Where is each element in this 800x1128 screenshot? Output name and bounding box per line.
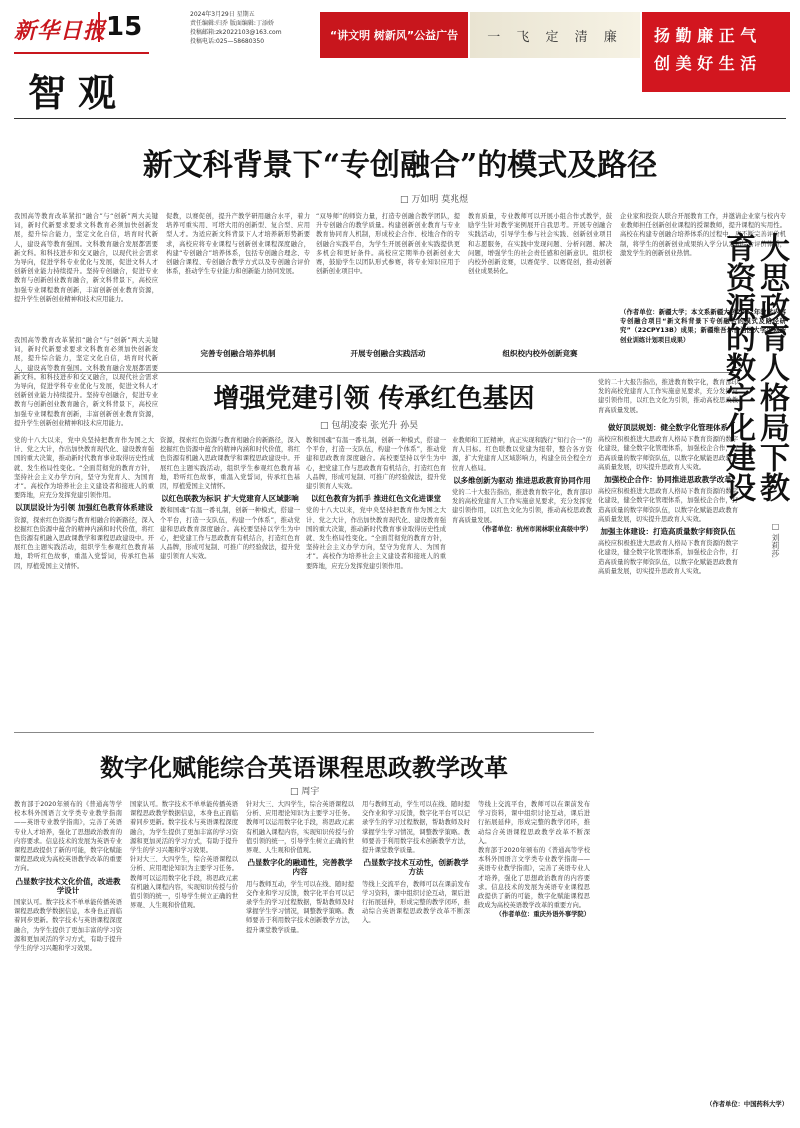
- article2-col4-wrap: [452, 436, 592, 726]
- integrity-banner: 一 飞 定 清 廉: [470, 12, 640, 58]
- article1-title: 新文科背景下“专创融合”的模式及路径: [142, 148, 658, 183]
- slogan-banner: [642, 12, 790, 92]
- article3-subhead-1: 做好顶层规划：健全数字化管理体系: [608, 423, 728, 432]
- article3-title: 大思政育人格局下教育资源的数字化建设: [720, 232, 789, 502]
- slogan-line-1: 扬 勤 廉 正 气: [654, 26, 757, 45]
- contact-email: 投稿邮箱:zk2022103@163.com: [190, 29, 282, 36]
- article2-col2: 资源，探索红色资源与教育相融合的新路径，深入挖掘红色资源中蕴含的精神内涵和时代价值，将红色资源有机融入思政课教学和课程思政建设中。开展红色主题实践活动，组织学生参观红色教育基地，聆听红色故事，重温入党誓词，传承红色基因，厚植爱国主义情怀。: [160, 437, 300, 491]
- article3-subhead-2: 加强校企合作：协同推进思政教学改革: [604, 475, 732, 485]
- masthead-rule: [14, 52, 149, 54]
- masthead-meta: [190, 10, 310, 46]
- article2-col1-cont: 资源，探索红色资源与教育相融合的新路径，深入挖掘红色资源中蕴含的精神内涵和时代价值，将红色资源有机融入思政课教学和课程思政建设中。开展红色主题实践活动，组织学生参观红色教育基地，聆听红色故事，重温入党誓词，传承红色基因，厚植爱国主义情怀。: [14, 516, 154, 570]
- article2-subhead-3: 以多维创新为驱动 推进思政教育协同作用: [453, 475, 591, 485]
- article4-col1-cont: 国家认可。数字技术不单单能传播英语课程思政教学数据信息，本身也正面临着同步更新。数字技术与英语课程深度融合，为学生提供了更加丰富的学习资源和更加灵活的学习方式，有助于提升学生的学习兴趣和学习效果。: [14, 899, 122, 953]
- article1-note: （作者单位：新疆大学；本文系新疆大学2022年教学内容专创融合项目“新文科背景下专创融合的模式及路径研究”（22CPY13B）成果；新疆维吾尔自治区大学生创新创业训练计划项目成果）: [620, 309, 786, 344]
- public-ad-banner: “讲文明 树新风”公益广告: [320, 12, 468, 58]
- article1-subhead-3: 组织校内校外创新竞赛: [502, 349, 578, 358]
- article2-title: 增强党建引领 传承红色基因: [213, 384, 535, 414]
- article4-subhead-2: 凸显数字化的融通性，完善教学内容: [247, 858, 353, 877]
- article4-col2-wrap: [130, 800, 238, 1120]
- article3-note: （作者单位：中国药科大学）: [706, 1101, 788, 1108]
- article4-col4-cont: 等线上交流平台，教师可以在课前发布学习资料，课中组织讨论互动，课后进行拓展延伸，形成完整的教学闭环，推动综合英语课程思政教学改革不断深入。: [362, 880, 470, 925]
- article4-subhead-3: 凸显数字技术互动性，创新教学方法: [363, 858, 469, 877]
- article4-col2-cont: 针对大三、大四学生，综合英语课程以分析、应用理论知识为主要学习任务。教师可以运用数字化手段，将思政元素有机融入课程内容，实现知识传授与价值引领的统一，引导学生树立正确的世界观、人生观和价值观。: [130, 856, 238, 910]
- section-title: 智观: [28, 70, 129, 115]
- article2-col1-wrap: [14, 436, 154, 726]
- article3-text-3: 高校应积极推进大思政育人格局下教育资源的数字化建设，健全数字化管理体系，加强校企合作，打造高质量的数字师资队伍，以数字化赋能思政教育高质量发展，切实提升思政育人实效。: [598, 540, 738, 575]
- article4-col4: 用与教师互动，学生可以在线、随时提交作业和学习反馈，数字化平台可以记录学生的学习过程数据，帮助教师及时掌握学生学习情况，调整教学策略。教师要善于利用数字技术创新教学方法，提升课堂教学质量。: [362, 801, 470, 855]
- slogan-line-2: 创 美 好 生 活: [654, 54, 757, 73]
- article4-col1-wrap: [14, 800, 122, 1120]
- article3-subhead-3: 加强主体建设：打造高质量数字师资队伍: [600, 527, 736, 537]
- article1-col2: 促教，以赛促创，提升产教学研用融合水平，着力培养可重实用、可塔大用的创新型、复合型、应用型人才。为适应新文科背景下人才培养新形势新要求，高校应将专业课程与创新创业课程深度融合，构建“专创融合”培养体系，包括专创融合理念、专创融合课程、专创融合教学方式以及专创融合评价体系，推动学生专业能力和创新能力协同发展。: [166, 213, 310, 276]
- article4-byline: □ 周宇: [290, 787, 320, 797]
- newspaper-logo: 新华日报: [14, 18, 107, 44]
- article3-intro: 党的二十大报告指出，推进教育数字化，教育部印发的高校党建育人工作实施意见要求，充分发挥党建引领作用，以红色文化为引领，推动高校思政教育高质量发展。: [598, 379, 738, 414]
- article2-col2-cont: 教和国魂“有温一番礼制，创新一种模式，搭建一个平台，打造一支队伍，构建一个体系”，推动党建和思政教育深度融合。高校要坚持以学生为中心，把党建工作与思政教育有机结合，打造红色育人品牌，形成可复制、可推广的经验做法，提升党建引领育人实效。: [160, 507, 300, 561]
- issue-date: 2024年3月29日 星期五: [190, 11, 255, 18]
- article2-col3-cont: 党的十八大以来，党中央坚持把教育作为国之大计、党之大计，作出加快教育现代化、建设教育强国的重大决策，推动新时代教育事业取得历史性成就、发生格局性变化。“全面贯彻党的教育方针，坚持社会主义办学方向，坚守为党育人、为国育才”。高校作为培养社会主义建设者和接班人的重要阵地，应充分发挥党建引领作用。: [306, 507, 446, 570]
- article2-divider: [14, 732, 594, 733]
- contact-phone: 投稿电话:025—58680350: [190, 38, 265, 45]
- article1-col2-wrap: [166, 212, 310, 340]
- article2-col2-wrap: [160, 436, 300, 726]
- header-divider: [14, 118, 786, 119]
- article3-body: [598, 420, 738, 840]
- article2-col1: 党的十八大以来，党中央坚持把教育作为国之大计、党之大计，作出加快教育现代化、建设教育强国的重大决策，推动新时代教育事业取得历史性成就、发生格局性变化。“全面贯彻党的教育方针，坚持社会主义办学方向，坚守为党育人、为国育才”。高校作为培养社会主义建设者和接班人的重要阵地，应充分发挥党建引领作用。: [14, 437, 154, 500]
- article1-col4: 教育质量，专业教师可以开展小组合作式教学，鼓励学生针对教学案例展开自我思考。开展专创融合实践活动，引导学生参与社会实践、创新创业项目和志愿服务，在实践中发现问题、分析问题、解决问题，增强学生的社会责任感和创新意识。组织校内校外创新竞赛，以赛促学、以赛促创，推动创新创业成果转化。: [468, 213, 612, 276]
- article1-byline: □ 万如明 莫兆煜: [400, 195, 469, 205]
- article1-col3: “双导师”的师资力量，打造专创融合教学团队，提升专创融合的教学质量。构建创新创业教育与专业教育协同育人机制，形成校企合作、校地合作的专创融合实践平台，为学生开展创新创业实践提供更多机会和更好条件。高校应定期举办创新创业大赛，鼓励学生以团队形式参赛，将专业知识应用于创新创业项目中。: [316, 213, 460, 276]
- article4-col3: 针对大三、大四学生，综合英语课程以分析、应用理论知识为主要学习任务。教师可以运用数字化手段，将思政元素有机融入课程内容，实现知识传授与价值引领的统一，引导学生树立正确的世界观、人生观和价值观。: [246, 801, 354, 855]
- article4-col3-wrap: [246, 800, 354, 1120]
- article2-col4-cont: 党的二十大报告指出，推进教育数字化，教育部印发的高校党建育人工作实施意见要求，充分发挥党建引领作用，以红色文化为引领，推动高校思政教育高质量发展。: [452, 489, 592, 524]
- article3-byline: □ 刘莉莎: [771, 522, 780, 558]
- article3-text-2: 高校应积极推进大思政育人格局下教育资源的数字化建设，健全数字化管理体系，加强校企合作，打造高质量的数字师资队伍，以数字化赋能思政教育高质量发展，切实提升思政育人实效。: [598, 488, 738, 523]
- editor-line: 责任编辑:归乔 版面编辑:丁添娇: [190, 20, 274, 27]
- article1-col3-wrap: [316, 212, 460, 340]
- article4-col3-cont: 用与教师互动，学生可以在线、随时提交作业和学习反馈，数字化平台可以记录学生的学习过程数据，帮助教师及时掌握学生学习情况，调整教学策略。教师要善于利用数字技术创新教学方法，提升课堂教学质量。: [246, 880, 354, 934]
- article4-col5-cont: 教育部于2020年颁布的《普通高等学校本科外国语言文学类专业教学指南——英语专业教学指南》，完善了英语专业人才培养，强化了思想政治教育的内容要求。信息技术的发展为英语专业课程思政提供了新的可能，数字化赋能课程思政成为高校英语教学改革的重要方向。: [478, 847, 590, 910]
- article1-col1-cont: 我国高等教育改革紧扣“融合”与“创新”两大关键词，新时代新要求要求文科教育必须加快创新发展，提升综合能力，坚定文化自信，培育时代新人，建设高等教育强国。文科教育融合发展都需要新文科。和科技进步和交叉融合，以现代社会需求为导向，促进学科专业优化与发展，促进文科人才创新创业能力持续提升。坚持专创融合，促进专业教育与创新创业教育融合，新文科背景下，高校应加强专业课程教育创新，丰富创新创业教育资源，提升学生创新创业精神和技术应用能力。: [14, 337, 158, 427]
- article4-subhead-1: 凸显数字技术文化价值，改进教学设计: [15, 876, 121, 895]
- article2-col3-wrap: [306, 436, 446, 726]
- article4-title: 数字化赋能综合英语课程思政教学改革: [100, 753, 508, 782]
- article2-subhead-4: 以红色联教为标识 扩大党建育人区域影响: [161, 494, 299, 504]
- article1-col4-wrap: [468, 212, 612, 340]
- article1-col1: 我国高等教育改革紧扣“融合”与“创新”两大关键词，新时代新要求要求文科教育必须加快创新发展，提升综合能力，坚定文化自信，培育时代新人，建设高等教育强国。文科教育融合发展都需要新文科。和科技进步和交叉融合，以现代社会需求为导向，促进学科专业优化与发展，促进文科人才创新创业能力持续提升。坚持专创融合，促进专业教育与创新创业教育融合，新文科背景下，高校应加强专业课程教育创新，丰富创新创业教育资源，提升学生创新创业精神和技术应用能力。: [14, 213, 158, 303]
- article4-col4-wrap: [362, 800, 470, 1120]
- article2-subhead-1: 以顶层设计为引领 加强红色教育体系建设: [15, 503, 153, 513]
- article4-col1: 教育部于2020年颁布的《普通高等学校本科外国语言文学类专业教学指南——英语专业教学指南》，完善了英语专业人才培养，强化了思想政治教育的内容要求。信息技术的发展为英语专业课程思政提供了新的可能，数字化赋能课程思政成为高校英语教学改革的重要方向。: [14, 801, 122, 873]
- article4-col5: 等线上交流平台，教师可以在课前发布学习资料，课中组织讨论互动，课后进行拓展延伸，形成完整的教学闭环，推动综合英语课程思政教学改革不断深入。: [478, 801, 590, 845]
- article4-col2: 国家认可。数字技术不单单能传播英语课程思政教学数据信息，本身也正面临着同步更新。数字技术与英语课程深度融合，为学生提供了更加丰富的学习资源和更加灵活的学习方式，有助于提升学生的学习兴趣和学习效果。: [130, 801, 238, 855]
- article2-col4: 业教师和工匠精神，真正实现和践行“知行合一”的育人目标。红色联教以党建为纽带，整合各方资源，扩大党建育人区域影响力，构建全员全程全方位育人格局。: [452, 437, 592, 472]
- article1-subhead-2: 开展专创融合实践活动: [350, 349, 426, 358]
- article1-col5: 企业家和投资人联合开展教育工作，并邀请企业家与校内专业教师担任创新创业课程的授课教师，提升课程的实用性。高校在构建专创融合培养体系的过程中，应不断完善评价机制，将学生的创新创业成果纳入学分认定和综合评价体系，激发学生的创新创业热情。: [620, 213, 786, 257]
- article1-divider: [14, 372, 734, 373]
- article1-col1-more: [14, 336, 158, 427]
- article4-note: （作者单位：重庆外语外事学院）: [495, 911, 590, 919]
- article4-col5-wrap: [478, 800, 590, 1120]
- article2-col3: 教和国魂“有温一番礼制，创新一种模式，搭建一个平台，打造一支队伍，构建一个体系”，推动党建和思政教育深度融合。高校要坚持以学生为中心，把党建工作与思政教育有机结合，打造红色育人品牌，形成可复制、可推广的经验做法，提升党建引领育人实效。: [306, 437, 446, 491]
- article2-subhead-2: 以红色教育为抓手 推进红色文化进课堂: [310, 494, 442, 504]
- article2-byline: □ 包胡凌泰 张光升 孙昊: [320, 421, 419, 431]
- article1-subhead-1: 完善专创融合培养机制: [200, 349, 276, 358]
- page-number: 15: [98, 12, 142, 42]
- article2-note: （作者单位：杭州市闲林职业高级中学）: [478, 525, 592, 533]
- article3-text-1: 高校应积极推进大思政育人格局下教育资源的数字化建设，健全数字化管理体系，加强校企合作，打造高质量的数字师资队伍，以数字化赋能思政教育高质量发展，切实提升思政育人实效。: [598, 436, 738, 471]
